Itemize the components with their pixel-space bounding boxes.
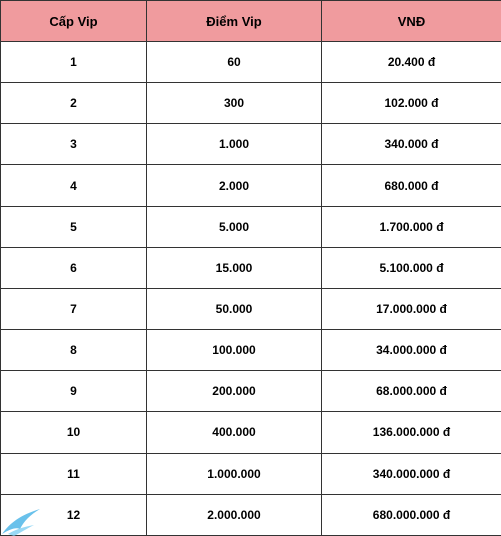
cell-vnd: 340.000 đ <box>322 124 501 165</box>
cell-vip-points: 50.000 <box>147 288 322 329</box>
cell-vip-level: 12 <box>1 494 147 535</box>
cell-vip-level: 7 <box>1 288 147 329</box>
cell-vip-level: 10 <box>1 412 147 453</box>
table-row <box>1 330 501 371</box>
cell-vip-points: 1.000.000 <box>147 453 322 494</box>
cell-vip-level: 5 <box>1 206 147 247</box>
table-row <box>1 288 501 329</box>
cell-vnd: 136.000.000 đ <box>322 412 501 453</box>
table-row <box>1 206 501 247</box>
cell-vnd: 17.000.000 đ <box>322 288 501 329</box>
table-header-row <box>1 1 501 42</box>
table-row <box>1 453 501 494</box>
cell-vip-level: 8 <box>1 330 147 371</box>
cell-vnd: 20.400 đ <box>322 42 501 83</box>
table-row <box>1 165 501 206</box>
cell-vip-level: 9 <box>1 371 147 412</box>
cell-vnd: 102.000 đ <box>322 83 501 124</box>
cell-vnd: 5.100.000 đ <box>322 247 501 288</box>
cell-vip-level: 2 <box>1 83 147 124</box>
cell-vip-points: 60 <box>147 42 322 83</box>
cell-vnd: 680.000.000 đ <box>322 494 501 535</box>
header-vip-points: Điểm Vip <box>147 1 322 42</box>
table-row <box>1 494 501 535</box>
cell-vip-points: 1.000 <box>147 124 322 165</box>
cell-vnd: 1.700.000 đ <box>322 206 501 247</box>
cell-vip-points: 400.000 <box>147 412 322 453</box>
cell-vip-points: 5.000 <box>147 206 322 247</box>
cell-vnd: 68.000.000 đ <box>322 371 501 412</box>
table-row <box>1 124 501 165</box>
header-vnd: VNĐ <box>322 1 501 42</box>
cell-vip-level: 4 <box>1 165 147 206</box>
cell-vip-level: 11 <box>1 453 147 494</box>
cell-vip-level: 3 <box>1 124 147 165</box>
cell-vnd: 680.000 đ <box>322 165 501 206</box>
cell-vip-points: 300 <box>147 83 322 124</box>
cell-vip-points: 200.000 <box>147 371 322 412</box>
table-row <box>1 247 501 288</box>
table-row <box>1 371 501 412</box>
table-row <box>1 412 501 453</box>
cell-vip-points: 2.000 <box>147 165 322 206</box>
header-vip-level: Cấp Vip <box>1 1 147 42</box>
table-row <box>1 83 501 124</box>
cell-vnd: 340.000.000 đ <box>322 453 501 494</box>
cell-vip-level: 1 <box>1 42 147 83</box>
table-row <box>1 42 501 83</box>
cell-vip-level: 6 <box>1 247 147 288</box>
cell-vip-points: 100.000 <box>147 330 322 371</box>
cell-vnd: 34.000.000 đ <box>322 330 501 371</box>
cell-vip-points: 2.000.000 <box>147 494 322 535</box>
cell-vip-points: 15.000 <box>147 247 322 288</box>
